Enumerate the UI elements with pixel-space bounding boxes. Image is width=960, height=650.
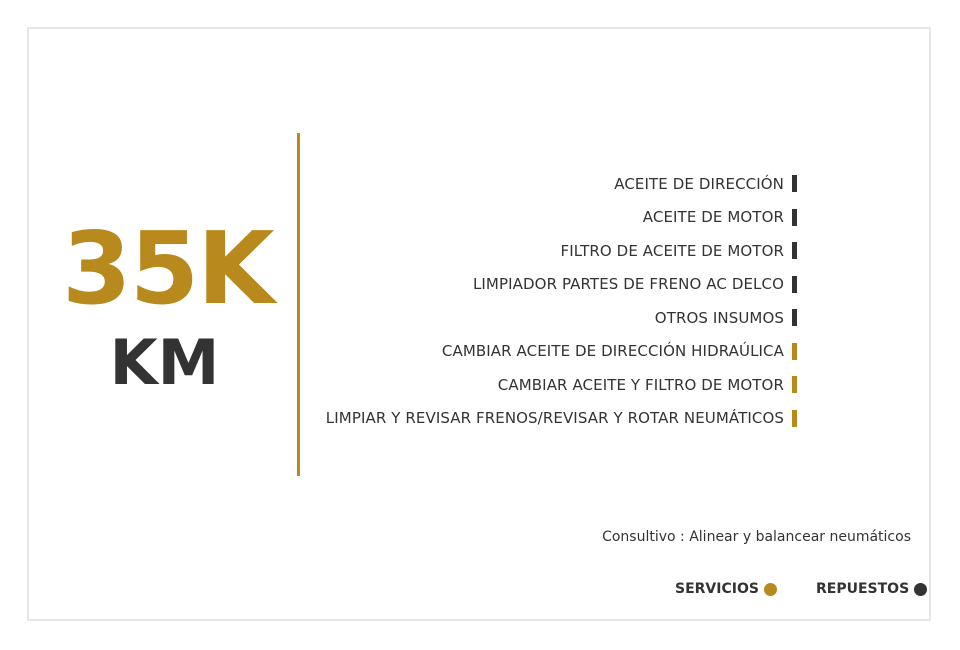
list-item	[326, 268, 797, 302]
list-item	[326, 335, 797, 369]
item-label: FILTRO DE ACEITE DE MOTOR	[560, 241, 784, 260]
milestone-value: 35K	[62, 210, 273, 327]
list-item	[326, 368, 797, 402]
item-label: ACEITE DE MOTOR	[642, 208, 784, 227]
consultive-note: Consultivo : Alinear y balancear neumáticos	[602, 529, 911, 545]
legend-servicios-label: SERVICIOS	[675, 581, 759, 597]
item-marker	[792, 242, 797, 259]
item-label: CAMBIAR ACEITE Y FILTRO DE MOTOR	[497, 375, 784, 394]
list-item	[326, 402, 797, 436]
maintenance-items-list	[326, 167, 797, 435]
list-item	[326, 201, 797, 235]
gold-dot-icon	[764, 583, 777, 596]
milestone-block	[62, 210, 273, 399]
list-item	[326, 167, 797, 201]
milestone-unit: KM	[109, 326, 220, 399]
item-marker	[792, 343, 797, 360]
item-marker	[792, 376, 797, 393]
item-marker	[792, 276, 797, 293]
item-label: OTROS INSUMOS	[654, 308, 784, 327]
dark-dot-icon	[914, 583, 927, 596]
vertical-divider	[297, 133, 300, 476]
item-marker	[792, 410, 797, 427]
list-item	[326, 234, 797, 268]
item-marker	[792, 309, 797, 326]
item-label: LIMPIADOR PARTES DE FRENO AC DELCO	[472, 275, 784, 294]
item-label: LIMPIAR Y REVISAR FRENOS/REVISAR Y ROTAR NEUMÁTICOS	[325, 409, 784, 428]
item-marker	[792, 175, 797, 192]
item-label: CAMBIAR ACEITE DE DIRECCIÓN HIDRAÚLICA	[441, 342, 784, 361]
item-marker	[792, 209, 797, 226]
item-label: ACEITE DE DIRECCIÓN	[614, 174, 784, 193]
list-item	[326, 301, 797, 335]
legend-repuestos	[816, 581, 927, 597]
legend-repuestos-label: REPUESTOS	[816, 581, 910, 597]
legend-servicios	[675, 581, 777, 597]
